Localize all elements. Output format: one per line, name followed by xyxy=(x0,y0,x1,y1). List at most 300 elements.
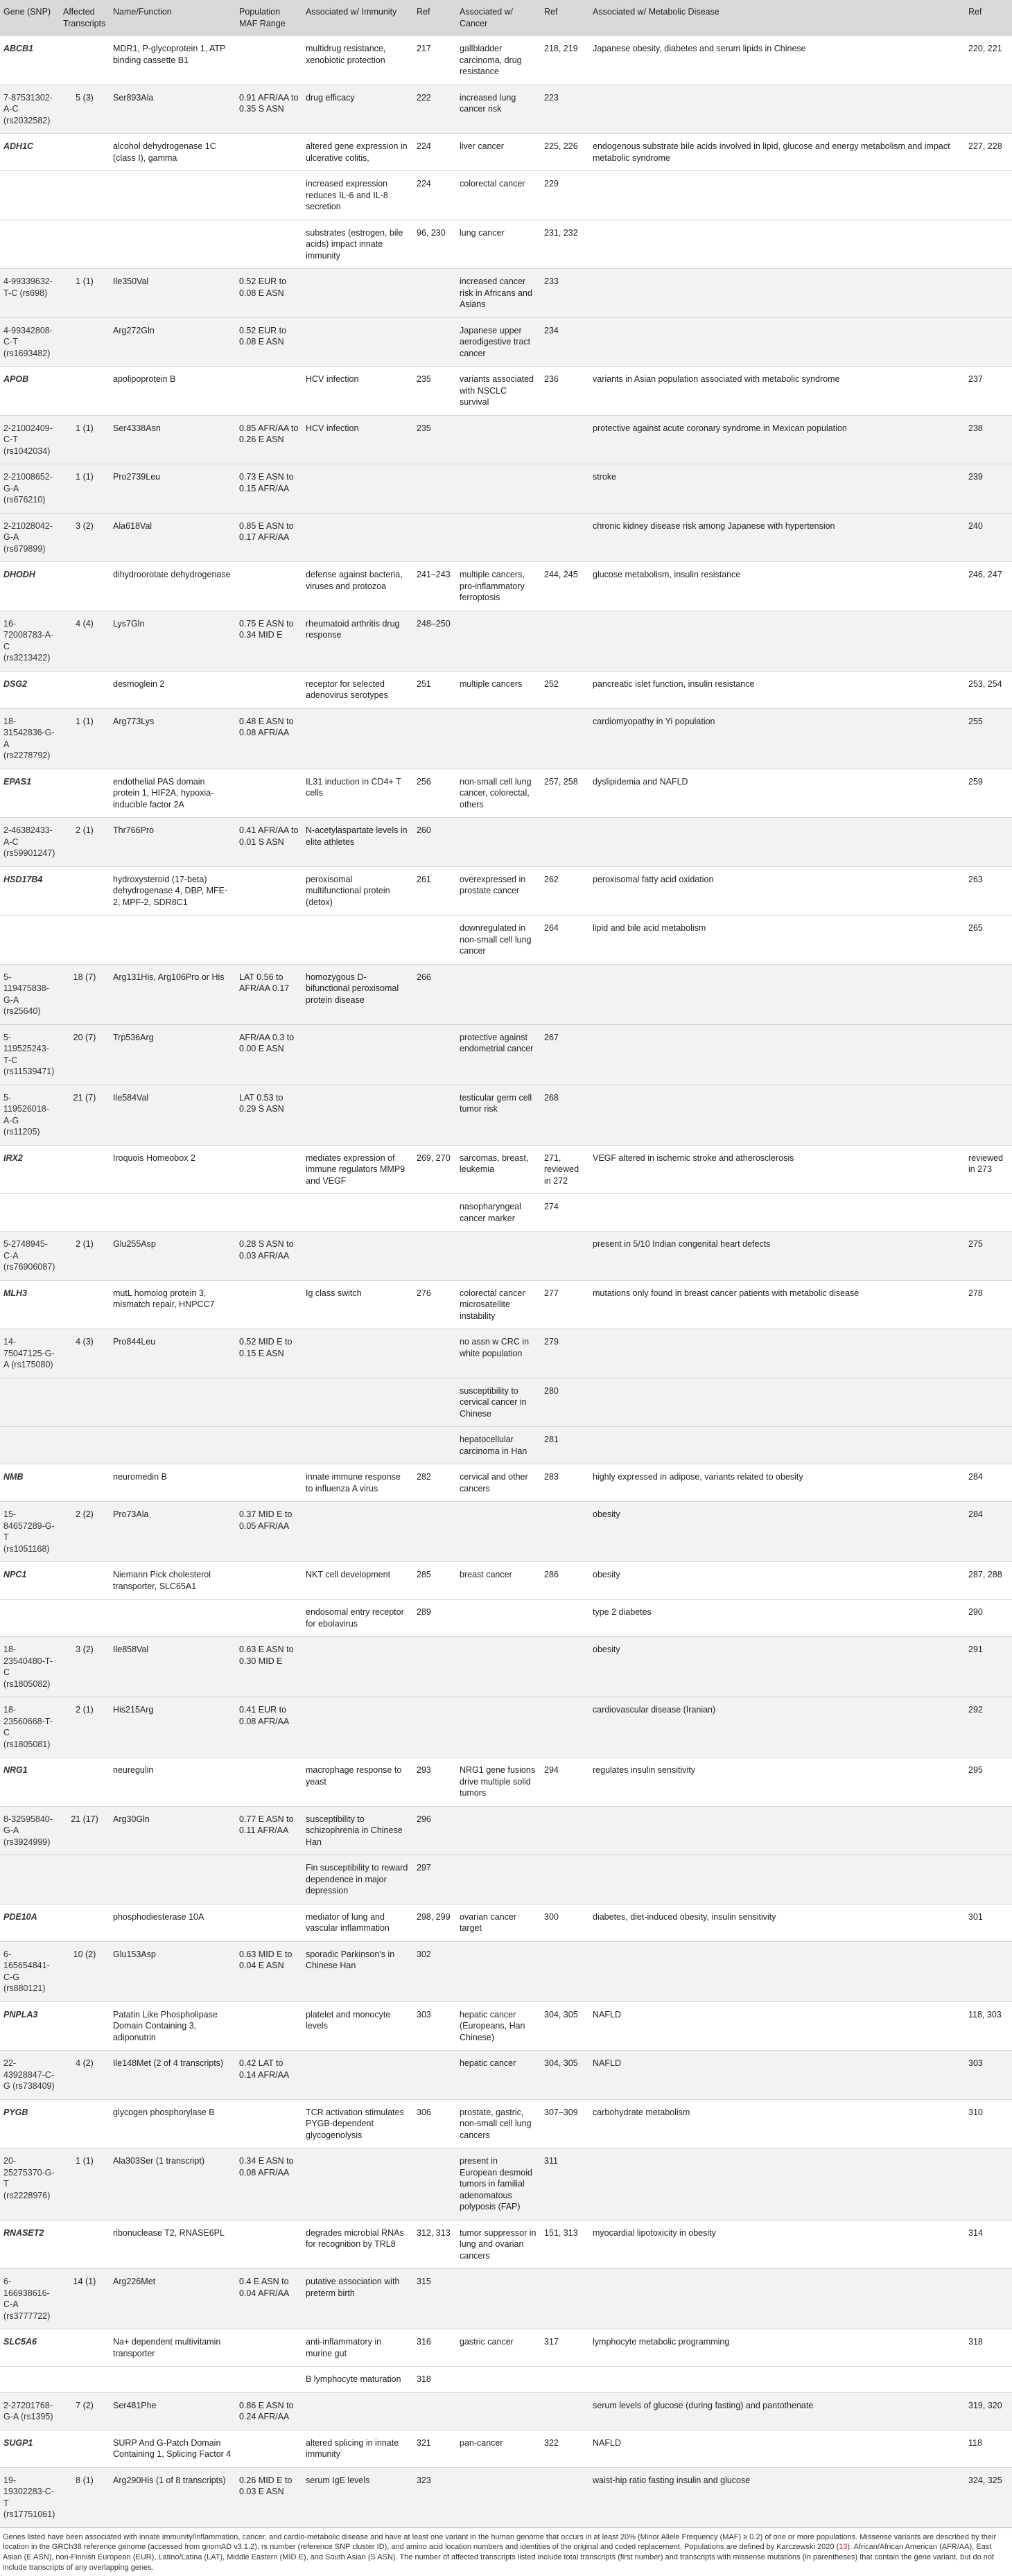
immunity-ref-cell[interactable]: 217 xyxy=(413,36,456,85)
metabolic-ref-cell[interactable]: 238 xyxy=(965,415,1012,464)
transcripts-cell: 5 (3) xyxy=(60,85,110,134)
footnote-text-part1: Genes listed have been associated with innate immunity/inflammation, cancer, and cardio-metabolic disease and have at least one variant in the human genome that occurs in at least 20% (Minor Allele Frequency (MAF) ≥ 0.2) of one or more populations. Missense variants are described by their location in the GRCh38 reference genome (accessed from gnomAD v3.1.2), rs number (reference SNP cluster ID), and amino acid location numbers and identities of the original and coded replacement. Populations are defined by Karczewski 2020 ( xyxy=(3,2532,997,2552)
metabolic-cell: obesity xyxy=(589,1637,965,1697)
cancer-cell: multiple cancers, pro-inflammatory ferroptosis xyxy=(456,562,541,611)
maf-range-cell: 0.34 E ASN to 0.08 AFR/AA xyxy=(236,2148,302,2220)
metabolic-ref-cell[interactable]: 259 xyxy=(965,769,1012,818)
transcripts-cell: 2 (1) xyxy=(60,1697,110,1758)
metabolic-cell: serum levels of glucose (during fasting) and pantothenate xyxy=(589,2392,965,2430)
cancer-ref-cell[interactable]: 229 xyxy=(541,171,589,220)
cancer-ref-cell[interactable]: 218, 219 xyxy=(541,36,589,85)
immunity-cell: peroxisomal multifunctional protein (detox) xyxy=(302,866,413,915)
name-function-cell: Pro73Ala xyxy=(110,1502,236,1562)
metabolic-ref-cell[interactable]: 118 xyxy=(965,2430,1012,2467)
immunity-ref-cell[interactable]: 321 xyxy=(413,2430,456,2467)
metabolic-ref-cell xyxy=(965,2367,1012,2393)
immunity-ref-cell[interactable]: 289 xyxy=(413,1600,456,1637)
name-function-cell: Ile858Val xyxy=(110,1637,236,1697)
immunity-ref-cell[interactable]: 224 xyxy=(413,171,456,220)
metabolic-ref-cell xyxy=(965,269,1012,318)
immunity-cell: mediates expression of immune regulators MMP9 and VEGF xyxy=(302,1145,413,1194)
header-cancer: Associated w/ Cancer xyxy=(456,0,541,36)
metabolic-cell: Japanese obesity, diabetes and serum lipids in Chinese xyxy=(589,36,965,85)
cancer-cell: NRG1 gene fusions drive multiple solid tumors xyxy=(456,1758,541,1807)
name-function-cell: Trp536Arg xyxy=(110,1024,236,1085)
immunity-ref-cell[interactable]: 222 xyxy=(413,85,456,134)
maf-range-cell: 0.26 MID E to 0.03 E ASN xyxy=(236,2467,302,2527)
transcripts-cell xyxy=(60,2329,110,2367)
table-row xyxy=(0,220,1012,269)
gene-snp-cell: RNASET2 xyxy=(0,2220,60,2269)
cancer-ref-cell[interactable]: 271, reviewed in 272 xyxy=(541,1145,589,1194)
immunity-ref-cell[interactable]: 315 xyxy=(413,2269,456,2329)
cancer-ref-cell[interactable]: 311 xyxy=(541,2148,589,2220)
metabolic-cell xyxy=(589,964,965,1024)
gene-snp-cell: 22-43928847-C-G (rs738409) xyxy=(0,2051,60,2100)
transcripts-cell xyxy=(60,171,110,220)
table-row xyxy=(0,1427,1012,1464)
cancer-ref-cell[interactable]: 233 xyxy=(541,269,589,318)
transcripts-cell xyxy=(60,317,110,367)
cancer-ref-cell xyxy=(541,2392,589,2430)
transcripts-cell: 10 (2) xyxy=(60,1941,110,2001)
immunity-cell: rheumatoid arthritis drug response xyxy=(302,611,413,671)
maf-range-cell xyxy=(236,367,302,416)
metabolic-cell xyxy=(589,171,965,220)
immunity-ref-cell[interactable]: 285 xyxy=(413,1562,456,1600)
immunity-ref-cell[interactable]: 316 xyxy=(413,2329,456,2367)
table-row xyxy=(0,1464,1012,1502)
transcripts-cell xyxy=(60,1145,110,1194)
cancer-cell: breast cancer xyxy=(456,1562,541,1600)
cancer-ref-cell[interactable]: 280 xyxy=(541,1378,589,1427)
maf-range-cell xyxy=(236,220,302,269)
cancer-cell: increased cancer risk in Africans and Asians xyxy=(456,269,541,318)
gene-snp-cell: PDE10A xyxy=(0,1904,60,1941)
immunity-cell: innate immune response to influenza A virus xyxy=(302,1464,413,1502)
immunity-cell: defense against bacteria, viruses and protozoa xyxy=(302,562,413,611)
immunity-ref-cell[interactable]: 96, 230 xyxy=(413,220,456,269)
metabolic-ref-cell[interactable]: 319, 320 xyxy=(965,2392,1012,2430)
metabolic-cell: dyslipidemia and NAFLD xyxy=(589,769,965,818)
cancer-cell xyxy=(456,708,541,769)
immunity-ref-cell[interactable]: 303 xyxy=(413,2001,456,2051)
maf-range-cell xyxy=(236,1904,302,1941)
cancer-ref-cell[interactable]: 223 xyxy=(541,85,589,134)
cancer-ref-cell[interactable]: 274 xyxy=(541,1194,589,1232)
gene-snp-cell: ADH1C xyxy=(0,134,60,171)
transcripts-cell: 1 (1) xyxy=(60,2148,110,2220)
cancer-ref-cell[interactable]: 283 xyxy=(541,1464,589,1502)
immunity-cell: TCR activation stimulates PYGB-dependent glycogenolysis xyxy=(302,2099,413,2148)
metabolic-ref-cell[interactable]: 290 xyxy=(965,1600,1012,1637)
maf-range-cell xyxy=(236,1562,302,1600)
immunity-ref-cell[interactable]: 312, 313 xyxy=(413,2220,456,2269)
maf-range-cell: 0.73 E ASN to 0.15 AFR/AA xyxy=(236,464,302,514)
table-row xyxy=(0,134,1012,171)
metabolic-ref-cell[interactable]: 240 xyxy=(965,513,1012,562)
gene-snp-cell xyxy=(0,1855,60,1904)
immunity-cell: Ig class switch xyxy=(302,1280,413,1329)
maf-range-cell xyxy=(236,2001,302,2051)
cancer-cell xyxy=(456,2467,541,2527)
gene-snp-cell: 18-23540480-T-C (rs1805082) xyxy=(0,1637,60,1697)
maf-range-cell xyxy=(236,1280,302,1329)
immunity-ref-cell xyxy=(413,2051,456,2100)
table-row xyxy=(0,866,1012,915)
maf-range-cell xyxy=(236,2220,302,2269)
transcripts-cell xyxy=(60,367,110,416)
name-function-cell: Glu153Asp xyxy=(110,1941,236,2001)
immunity-cell xyxy=(302,2392,413,2430)
cancer-cell: downregulated in non-small cell lung cancer xyxy=(456,915,541,965)
name-function-cell: Pro2739Leu xyxy=(110,464,236,514)
cancer-ref-cell[interactable]: 151, 313 xyxy=(541,2220,589,2269)
cancer-ref-cell xyxy=(541,2269,589,2329)
maf-range-cell xyxy=(236,915,302,965)
metabolic-cell: VEGF altered in ischemic stroke and atherosclerosis xyxy=(589,1145,965,1194)
table-row xyxy=(0,1941,1012,2001)
immunity-ref-cell[interactable]: 323 xyxy=(413,2467,456,2527)
cancer-ref-cell[interactable]: 244, 245 xyxy=(541,562,589,611)
metabolic-ref-cell[interactable]: 275 xyxy=(965,1232,1012,1281)
metabolic-ref-cell xyxy=(965,1085,1012,1145)
immunity-cell: sporadic Parkinson's in Chinese Han xyxy=(302,1941,413,2001)
transcripts-cell xyxy=(60,1194,110,1232)
maf-range-cell: 0.28 S ASN to 0.03 AFR/AA xyxy=(236,1232,302,1281)
metabolic-cell: carbohydrate metabolism xyxy=(589,2099,965,2148)
metabolic-cell: chronic kidney disease risk among Japanese with hypertension xyxy=(589,513,965,562)
header-name-function: Name/Function xyxy=(110,0,236,36)
cancer-ref-cell[interactable]: 234 xyxy=(541,317,589,367)
immunity-ref-cell[interactable]: 306 xyxy=(413,2099,456,2148)
cancer-cell xyxy=(456,1600,541,1637)
cancer-ref-cell[interactable]: 267 xyxy=(541,1024,589,1085)
cancer-cell: protective against endometrial cancer xyxy=(456,1024,541,1085)
metabolic-ref-cell xyxy=(965,964,1012,1024)
name-function-cell xyxy=(110,1427,236,1464)
table-row xyxy=(0,513,1012,562)
metabolic-ref-cell[interactable]: 220, 221 xyxy=(965,36,1012,85)
immunity-cell: anti-inflammatory in murine gut xyxy=(302,2329,413,2367)
cancer-ref-cell[interactable]: 264 xyxy=(541,915,589,965)
metabolic-cell: diabetes, diet-induced obesity, insulin sensitivity xyxy=(589,1904,965,1941)
gene-snp-cell: 5-119526018-A-G (rs11205) xyxy=(0,1085,60,1145)
maf-range-cell: 0.37 MID E to 0.05 AFR/AA xyxy=(236,1502,302,1562)
cancer-ref-cell[interactable]: 257, 258 xyxy=(541,769,589,818)
cancer-cell: pan-cancer xyxy=(456,2430,541,2467)
name-function-cell xyxy=(110,1378,236,1427)
metabolic-cell: variants in Asian population associated with metabolic syndrome xyxy=(589,367,965,416)
name-function-cell: Ile350Val xyxy=(110,269,236,318)
name-function-cell: Arg272Gln xyxy=(110,317,236,367)
metabolic-cell: NAFLD xyxy=(589,2430,965,2467)
table-row xyxy=(0,562,1012,611)
metabolic-ref-cell[interactable]: 287, 288 xyxy=(965,1562,1012,1600)
metabolic-ref-cell xyxy=(965,1378,1012,1427)
gene-snp-cell: 20-25275370-G-T (rs2228976) xyxy=(0,2148,60,2220)
cancer-cell: multiple cancers xyxy=(456,671,541,708)
metabolic-ref-cell[interactable]: 265 xyxy=(965,915,1012,965)
transcripts-cell: 4 (4) xyxy=(60,611,110,671)
cancer-ref-cell[interactable]: 231, 232 xyxy=(541,220,589,269)
cancer-cell: sarcomas, breast, leukemia xyxy=(456,1145,541,1194)
cancer-ref-cell[interactable]: 304, 305 xyxy=(541,2001,589,2051)
maf-range-cell xyxy=(236,2099,302,2148)
name-function-cell: SURP And G-Patch Domain Containing 1, Splicing Factor 4 xyxy=(110,2430,236,2467)
immunity-cell xyxy=(302,1232,413,1281)
cancer-cell: hepatic cancer xyxy=(456,2051,541,2100)
immunity-ref-cell[interactable]: 276 xyxy=(413,1280,456,1329)
metabolic-cell: waist-hip ratio fasting insulin and glucose xyxy=(589,2467,965,2527)
immunity-ref-cell[interactable]: 297 xyxy=(413,1855,456,1904)
metabolic-ref-cell xyxy=(965,1427,1012,1464)
immunity-cell: IL31 induction in CD4+ T cells xyxy=(302,769,413,818)
cancer-cell xyxy=(456,415,541,464)
metabolic-ref-cell[interactable]: 278 xyxy=(965,1280,1012,1329)
transcripts-cell: 14 (1) xyxy=(60,2269,110,2329)
maf-range-cell: LAT 0.53 to 0.29 S ASN xyxy=(236,1085,302,1145)
transcripts-cell xyxy=(60,220,110,269)
maf-range-cell: 0.41 EUR to 0.08 AFR/AA xyxy=(236,1697,302,1758)
table-row xyxy=(0,708,1012,769)
metabolic-ref-cell[interactable]: 239 xyxy=(965,464,1012,514)
name-function-cell xyxy=(110,171,236,220)
gene-snp-cell: MLH3 xyxy=(0,1280,60,1329)
immunity-ref-cell[interactable]: 296 xyxy=(413,1806,456,1855)
transcripts-cell: 1 (1) xyxy=(60,708,110,769)
cancer-ref-cell[interactable]: 225, 226 xyxy=(541,134,589,171)
metabolic-ref-cell[interactable]: 255 xyxy=(965,708,1012,769)
name-function-cell: neuregulin xyxy=(110,1758,236,1807)
table-row xyxy=(0,2001,1012,2051)
maf-range-cell: 0.42 LAT to 0.14 AFR/AA xyxy=(236,2051,302,2100)
cancer-ref-cell[interactable]: 317 xyxy=(541,2329,589,2367)
name-function-cell xyxy=(110,1194,236,1232)
name-function-cell: hydroxysteroid (17-beta) dehydrogenase 4, DBP, MFE-2, MPF-2, SDR8C1 xyxy=(110,866,236,915)
metabolic-ref-cell[interactable]: 291 xyxy=(965,1637,1012,1697)
metabolic-ref-cell[interactable]: 284 xyxy=(965,1464,1012,1502)
table-row xyxy=(0,2392,1012,2430)
cancer-ref-cell[interactable]: 279 xyxy=(541,1329,589,1378)
immunity-cell xyxy=(302,269,413,318)
name-function-cell: Arg773Lys xyxy=(110,708,236,769)
table-row xyxy=(0,1855,1012,1904)
cancer-ref-cell[interactable]: 236 xyxy=(541,367,589,416)
cancer-ref-cell xyxy=(541,1232,589,1281)
metabolic-cell xyxy=(589,317,965,367)
cancer-ref-cell xyxy=(541,1637,589,1697)
name-function-cell: Glu255Asp xyxy=(110,1232,236,1281)
immunity-ref-cell[interactable]: 282 xyxy=(413,1464,456,1502)
metabolic-ref-cell[interactable]: 227, 228 xyxy=(965,134,1012,171)
immunity-cell xyxy=(302,708,413,769)
metabolic-ref-cell[interactable]: 237 xyxy=(965,367,1012,416)
name-function-cell xyxy=(110,1600,236,1637)
immunity-ref-cell xyxy=(413,513,456,562)
metabolic-ref-cell[interactable]: 295 xyxy=(965,1758,1012,1807)
cancer-cell: prostate, gastric, non-small cell lung cancers xyxy=(456,2099,541,2148)
transcripts-cell xyxy=(60,671,110,708)
metabolic-ref-cell[interactable]: 301 xyxy=(965,1904,1012,1941)
name-function-cell: Pro844Leu xyxy=(110,1329,236,1378)
immunity-cell xyxy=(302,915,413,965)
immunity-ref-cell[interactable]: 269, 270 xyxy=(413,1145,456,1194)
immunity-ref-cell xyxy=(413,1427,456,1464)
gene-snp-cell: APOB xyxy=(0,367,60,416)
name-function-cell: Thr766Pro xyxy=(110,818,236,867)
name-function-cell: neuromedin B xyxy=(110,1464,236,1502)
table-row xyxy=(0,36,1012,85)
table-row xyxy=(0,85,1012,134)
cancer-ref-cell[interactable]: 262 xyxy=(541,866,589,915)
gene-snp-cell: NMB xyxy=(0,1464,60,1502)
metabolic-ref-cell[interactable]: 314 xyxy=(965,2220,1012,2269)
immunity-ref-cell xyxy=(413,1024,456,1085)
immunity-cell: NKT cell development xyxy=(302,1562,413,1600)
header-metabolic-ref: Ref xyxy=(965,0,1012,36)
gene-snp-cell: EPAS1 xyxy=(0,769,60,818)
metabolic-ref-cell[interactable]: 284 xyxy=(965,1502,1012,1562)
cancer-ref-cell[interactable]: 294 xyxy=(541,1758,589,1807)
cancer-ref-cell[interactable]: 300 xyxy=(541,1904,589,1941)
metabolic-ref-cell[interactable]: 118, 303 xyxy=(965,2001,1012,2051)
cancer-ref-cell[interactable]: 307–309 xyxy=(541,2099,589,2148)
immunity-ref-cell[interactable]: 224 xyxy=(413,134,456,171)
table-row xyxy=(0,1378,1012,1427)
cancer-ref-cell[interactable]: 286 xyxy=(541,1562,589,1600)
immunity-ref-cell[interactable]: 260 xyxy=(413,818,456,867)
metabolic-cell xyxy=(589,220,965,269)
transcripts-cell xyxy=(60,1600,110,1637)
gene-snp-cell: 4-99339632-T-C (rs698) xyxy=(0,269,60,318)
name-function-cell: Ser4338Asn xyxy=(110,415,236,464)
cancer-cell: colorectal cancer xyxy=(456,171,541,220)
metabolic-cell: NAFLD xyxy=(589,2051,965,2100)
metabolic-cell: type 2 diabetes xyxy=(589,1600,965,1637)
gene-snp-cell xyxy=(0,2367,60,2393)
table-row xyxy=(0,671,1012,708)
name-function-cell: Ser481Phe xyxy=(110,2392,236,2430)
metabolic-cell xyxy=(589,1085,965,1145)
maf-range-cell: 0.52 EUR to 0.08 E ASN xyxy=(236,317,302,367)
transcripts-cell xyxy=(60,769,110,818)
immunity-cell: homozygous D-bifunctional peroxisomal protein disease xyxy=(302,964,413,1024)
immunity-cell xyxy=(302,1194,413,1232)
name-function-cell: Patatin Like Phospholipase Domain Containing 3, adiponutrin xyxy=(110,2001,236,2051)
maf-range-cell: 0.75 E ASN to 0.34 MID E xyxy=(236,611,302,671)
metabolic-ref-cell[interactable]: 263 xyxy=(965,866,1012,915)
immunity-ref-cell[interactable]: 251 xyxy=(413,671,456,708)
gene-snp-cell: 16-72008783-A-C (rs3213422) xyxy=(0,611,60,671)
metabolic-cell xyxy=(589,1024,965,1085)
immunity-cell xyxy=(302,1502,413,1562)
immunity-ref-cell[interactable]: 261 xyxy=(413,866,456,915)
immunity-cell: serum IgE levels xyxy=(302,2467,413,2527)
gene-snp-cell: NPC1 xyxy=(0,1562,60,1600)
metabolic-ref-cell[interactable]: reviewed in 273 xyxy=(965,1145,1012,1194)
immunity-ref-cell[interactable]: 266 xyxy=(413,964,456,1024)
cancer-ref-cell[interactable]: 322 xyxy=(541,2430,589,2467)
immunity-ref-cell[interactable]: 293 xyxy=(413,1758,456,1807)
gene-snp-cell: DSG2 xyxy=(0,671,60,708)
metabolic-cell xyxy=(589,1378,965,1427)
maf-range-cell xyxy=(236,36,302,85)
cancer-ref-cell[interactable]: 277 xyxy=(541,1280,589,1329)
immunity-ref-cell[interactable]: 298, 299 xyxy=(413,1904,456,1941)
footnote-ref-link[interactable]: 13 xyxy=(839,2543,848,2552)
maf-range-cell xyxy=(236,671,302,708)
immunity-ref-cell xyxy=(413,1329,456,1378)
metabolic-cell: pancreatic islet function, insulin resistance xyxy=(589,671,965,708)
metabolic-ref-cell xyxy=(965,818,1012,867)
metabolic-ref-cell[interactable]: 324, 325 xyxy=(965,2467,1012,2527)
maf-range-cell xyxy=(236,2329,302,2367)
maf-range-cell: 0.52 MID E to 0.15 E ASN xyxy=(236,1329,302,1378)
immunity-ref-cell[interactable]: 256 xyxy=(413,769,456,818)
immunity-ref-cell[interactable]: 302 xyxy=(413,1941,456,2001)
immunity-cell xyxy=(302,2051,413,2100)
cancer-ref-cell[interactable]: 268 xyxy=(541,1085,589,1145)
gene-snp-cell: 18-23560668-T-C (rs1805081) xyxy=(0,1697,60,1758)
metabolic-ref-cell xyxy=(965,171,1012,220)
cancer-cell xyxy=(456,1697,541,1758)
cancer-ref-cell xyxy=(541,1806,589,1855)
cancer-cell xyxy=(456,1941,541,2001)
immunity-ref-cell[interactable]: 235 xyxy=(413,367,456,416)
cancer-ref-cell[interactable]: 281 xyxy=(541,1427,589,1464)
cancer-cell: susceptibility to cervical cancer in Chinese xyxy=(456,1378,541,1427)
immunity-ref-cell[interactable]: 318 xyxy=(413,2367,456,2393)
transcripts-cell xyxy=(60,562,110,611)
cancer-cell xyxy=(456,1855,541,1904)
gene-snp-cell: 5-119475838-G-A (rs25640) xyxy=(0,964,60,1024)
cancer-cell xyxy=(456,1502,541,1562)
gene-snp-cell: 2-21028042-G-A (rs679899) xyxy=(0,513,60,562)
immunity-cell: receptor for selected adenovirus serotypes xyxy=(302,671,413,708)
metabolic-ref-cell[interactable]: 246, 247 xyxy=(965,562,1012,611)
immunity-ref-cell[interactable]: 241–243 xyxy=(413,562,456,611)
metabolic-ref-cell[interactable]: 292 xyxy=(965,1697,1012,1758)
metabolic-ref-cell xyxy=(965,317,1012,367)
metabolic-ref-cell[interactable]: 253, 254 xyxy=(965,671,1012,708)
transcripts-cell: 21 (7) xyxy=(60,1085,110,1145)
metabolic-cell xyxy=(589,818,965,867)
immunity-ref-cell[interactable]: 248–250 xyxy=(413,611,456,671)
table-row xyxy=(0,1806,1012,1855)
metabolic-ref-cell[interactable]: 318 xyxy=(965,2329,1012,2367)
maf-range-cell: 0.63 MID E to 0.04 E ASN xyxy=(236,1941,302,2001)
immunity-cell: N-acetylaspartate levels in elite athletes xyxy=(302,818,413,867)
name-function-cell: Ala303Ser (1 transcript) xyxy=(110,2148,236,2220)
metabolic-ref-cell xyxy=(965,1024,1012,1085)
metabolic-ref-cell xyxy=(965,1806,1012,1855)
table-row xyxy=(0,1232,1012,1281)
name-function-cell xyxy=(110,2367,236,2393)
transcripts-cell xyxy=(60,2001,110,2051)
cancer-ref-cell xyxy=(541,2367,589,2393)
immunity-ref-cell[interactable]: 235 xyxy=(413,415,456,464)
cancer-cell: tumor suppressor in lung and ovarian cancers xyxy=(456,2220,541,2269)
cancer-ref-cell[interactable]: 304, 305 xyxy=(541,2051,589,2100)
metabolic-ref-cell[interactable]: 310 xyxy=(965,2099,1012,2148)
metabolic-ref-cell[interactable]: 303 xyxy=(965,2051,1012,2100)
cancer-ref-cell[interactable]: 252 xyxy=(541,671,589,708)
transcripts-cell xyxy=(60,2099,110,2148)
transcripts-cell xyxy=(60,36,110,85)
immunity-cell xyxy=(302,1427,413,1464)
metabolic-ref-cell xyxy=(965,220,1012,269)
